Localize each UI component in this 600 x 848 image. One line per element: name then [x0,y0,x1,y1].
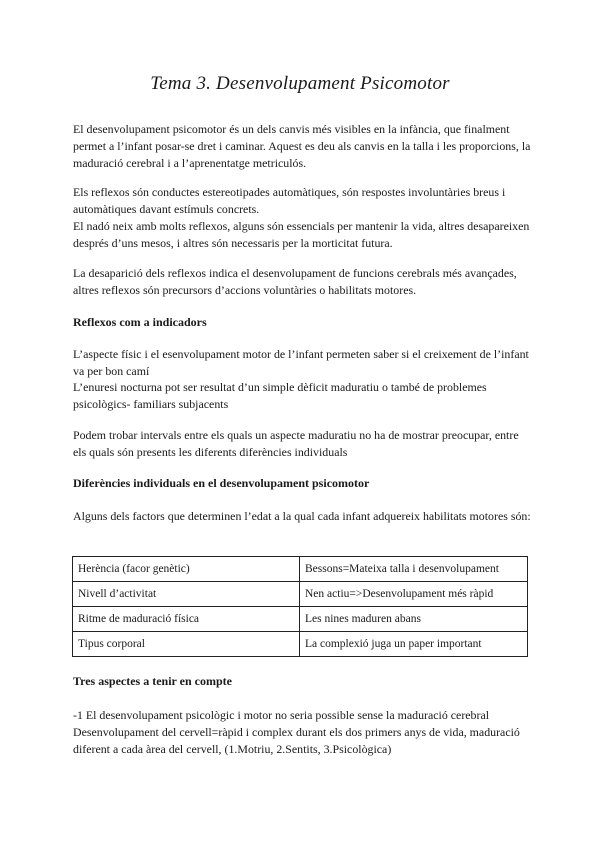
table-row [73,632,528,657]
intro-paragraph-3: La desaparició dels reflexos indica el desenvolupament de funcions cerebrals més avançades, altres reflexos són precursors d’accions voluntàries o habilitats motores. [73,266,517,297]
section3-paragraph-1a: -1 El desenvolupament psicològic i motor no seria possible sense la maduració cerebral [73,708,490,722]
section1-paragraph-1b: L’enuresi nocturna pot ser resultat d’un simple dèficit maduratiu o també de problemes psicològics- familiars subjacents [73,380,487,411]
table-row [73,557,528,582]
page-title: Tema 3. Desenvolupament Psicomotor [150,73,450,94]
table-cell-description: Les nines maduren abans [300,607,528,632]
section-heading-tres-aspectes: Tres aspectes a tenir en compte [73,674,232,688]
table-cell-description: La complexió juga un paper important [300,632,528,657]
section1-paragraph-2: Podem trobar intervals entre els quals un aspecte maduratiu no ha de mostrar preocupar, entre els quals són presents les diferents diferències individuals [73,428,519,459]
section-heading-reflexos: Reflexos com a indicadors [73,315,207,329]
table-cell-factor: Ritme de maduració física [73,607,300,632]
table-row [73,582,528,607]
section2-paragraph-1: Alguns dels factors que determinen l’edat a la qual cada infant adquereix habilitats motores són: [73,509,531,523]
table-cell-description: Bessons=Mateixa talla i desenvolupament [300,557,528,582]
intro-paragraph-2a: Els reflexos són conductes estereotipades automàtiques, són respostes involuntàries breus i automàtiques davant estímuls concrets. [73,185,506,216]
table-cell-factor: Tipus corporal [73,632,300,657]
table-cell-factor: Nivell d’activitat [73,582,300,607]
section3-paragraph-1b: Desenvolupament del cervell=ràpid i complex durant els dos primers anys de vida, maduració diferent a cada àrea del cervell, (1.Motriu, 2.Sentits, 3.Psicològica) [73,725,520,756]
table-row [73,607,528,632]
factors-table [72,556,528,657]
intro-paragraph-1: El desenvolupament psicomotor és un dels canvis més visibles en la infància, que finalment permet a l’infant posar-se dret i caminar. Aquest es deu als canvis en la talla i les proporcions, la maduració cerebral i a l’aprenentatge metriculós. [73,122,531,170]
table-cell-factor: Herència (facor genètic) [73,557,300,582]
section-heading-diferencies: Diferències individuals en el desenvolupament psicomotor [73,476,370,490]
table-cell-description: Nen actiu=>Desenvolupament més ràpid [300,582,528,607]
section1-paragraph-1a: L’aspecte físic i el esenvolupament motor de l’infant permeten saber si el creixement de l’infant va per bon camí [73,347,529,378]
intro-paragraph-2b: El nadó neix amb molts reflexos, alguns són essencials per mantenir la vida, altres desapareixen després d’uns mesos, i altres són necessaris per la morticitat futura. [73,219,530,250]
